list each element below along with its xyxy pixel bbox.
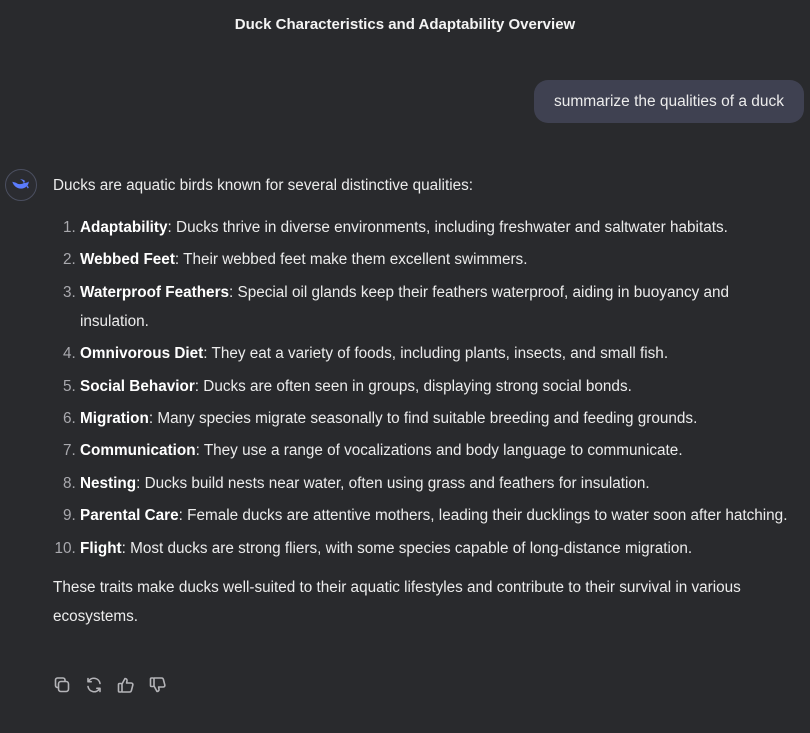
answer-outro: These traits make ducks well-suited to their aquatic lifestyles and contribute to their survival in various ecosystems.	[53, 578, 741, 625]
user-message-bubble: summarize the qualities of a duck	[534, 80, 804, 123]
thumbs-up-icon	[116, 675, 136, 695]
list-item	[80, 469, 793, 498]
item-desc: : Ducks build nests near water, often using grass and feathers for insulation.	[136, 474, 650, 492]
copy-icon	[52, 675, 72, 695]
item-term: Flight	[80, 539, 122, 557]
list-item	[80, 501, 793, 530]
item-desc: : Many species migrate seasonally to find suitable breeding and feeding grounds.	[148, 409, 698, 427]
item-desc: : Most ducks are strong fliers, with some species capable of long-distance migration.	[121, 539, 693, 557]
list-item	[80, 436, 793, 465]
whale-logo-icon	[10, 174, 32, 196]
item-term: Nesting	[80, 474, 137, 492]
copy-button[interactable]	[52, 675, 72, 695]
list-item	[80, 213, 793, 242]
item-term: Communication	[80, 442, 196, 460]
list-item	[80, 245, 793, 274]
qualities-list	[53, 213, 793, 563]
list-item	[80, 534, 793, 563]
item-desc: : They eat a variety of foods, including plants, insects, and small fish.	[203, 345, 669, 363]
item-desc: : Female ducks are attentive mothers, leading their ducklings to water soon after hatching.	[178, 507, 788, 525]
thumbs-up-button[interactable]	[116, 675, 136, 695]
item-desc: : Their webbed feet make them excellent swimmers.	[174, 251, 528, 269]
thumbs-down-button[interactable]	[148, 675, 168, 695]
list-item	[80, 278, 793, 336]
item-desc: : Special oil glands keep their feathers waterproof, aiding in buoyancy and insulation.	[80, 283, 730, 330]
list-item	[80, 404, 793, 433]
assistant-answer	[53, 171, 793, 631]
list-item	[80, 339, 793, 368]
list-item	[80, 372, 793, 401]
item-term: Adaptability	[80, 219, 168, 236]
item-term: Parental Care	[80, 507, 179, 525]
conversation-title: Duck Characteristics and Adaptability Overview	[234, 16, 576, 33]
thumbs-down-icon	[148, 675, 168, 695]
item-term: Webbed Feet	[80, 251, 175, 269]
regenerate-button[interactable]	[84, 675, 104, 695]
item-term: Omnivorous Diet	[80, 345, 204, 363]
message-actions	[52, 675, 168, 695]
item-desc: : Ducks are often seen in groups, displaying strong social bonds.	[194, 377, 632, 395]
item-desc: : Ducks thrive in diverse environments, including freshwater and saltwater habitats.	[167, 219, 728, 236]
item-term: Waterproof Feathers	[80, 283, 230, 301]
assistant-avatar	[5, 169, 37, 201]
item-desc: : They use a range of vocalizations and body language to communicate.	[195, 442, 683, 460]
item-term: Migration	[80, 409, 149, 427]
item-term: Social Behavior	[80, 377, 195, 395]
answer-intro: Ducks are aquatic birds known for several distinctive qualities:	[53, 177, 474, 194]
regenerate-icon	[84, 675, 104, 695]
